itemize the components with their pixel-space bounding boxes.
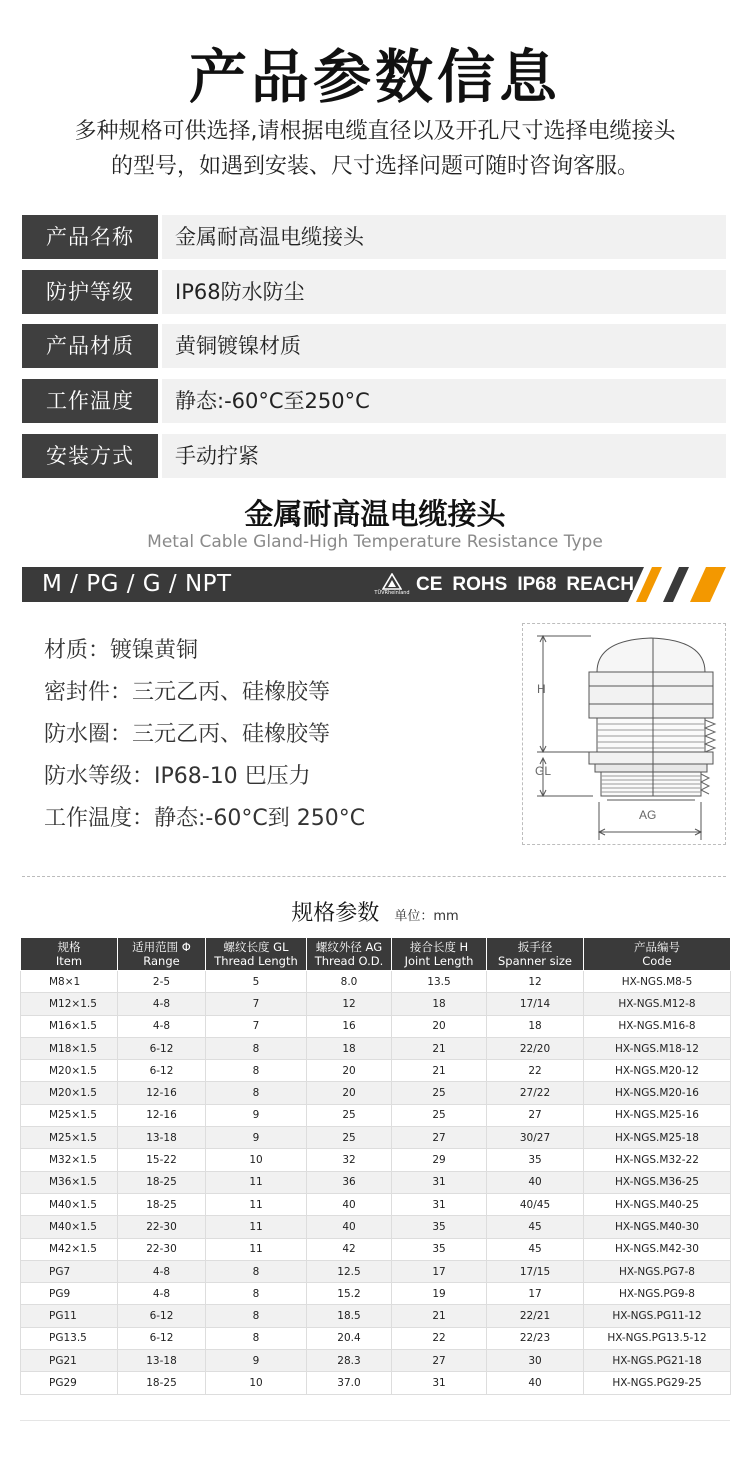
table-cell: 35 bbox=[392, 1216, 487, 1238]
table-cell: 8.0 bbox=[307, 971, 392, 993]
table-cell: 29 bbox=[392, 1149, 487, 1171]
table-cell: PG21 bbox=[21, 1350, 118, 1372]
table-cell: 22-30 bbox=[118, 1238, 206, 1260]
accent-stripe bbox=[690, 567, 726, 602]
table-cell: 18.5 bbox=[307, 1305, 392, 1327]
table-unit: 单位：mm bbox=[394, 909, 459, 924]
table-cell: HX-NGS.M12-8 bbox=[584, 993, 731, 1015]
table-cell: 20.4 bbox=[307, 1327, 392, 1349]
table-cell: 20 bbox=[392, 1015, 487, 1037]
table-cell: 13-18 bbox=[118, 1350, 206, 1372]
table-cell: HX-NGS.M8-5 bbox=[584, 971, 731, 993]
table-cell: 19 bbox=[392, 1283, 487, 1305]
column-header-en: Range bbox=[143, 954, 180, 968]
tuv-triangle-icon bbox=[382, 573, 402, 590]
page-title: 产品参数信息 bbox=[188, 43, 561, 111]
tuv-logo bbox=[374, 571, 410, 599]
table-row bbox=[21, 1193, 731, 1215]
table-cell: 45 bbox=[487, 1216, 584, 1238]
table-cell: 21 bbox=[392, 1305, 487, 1327]
table-cell: 8 bbox=[206, 1082, 307, 1104]
cert-rohs: ROHS bbox=[452, 573, 508, 595]
intro-line-1: 多种规格可供选择,请根据电缆直径以及开孔尺寸选择电缆接头 bbox=[74, 119, 676, 144]
table-row bbox=[21, 1283, 731, 1305]
table-cell: 12-16 bbox=[118, 1104, 206, 1126]
table-row bbox=[21, 1238, 731, 1260]
spec-temperature: 工作温度：静态:-60°C到 250°C bbox=[44, 806, 366, 831]
table-cell: 21 bbox=[392, 1037, 487, 1059]
table-cell: 35 bbox=[392, 1238, 487, 1260]
table-cell: 7 bbox=[206, 1015, 307, 1037]
diagram-label-gl: GL bbox=[535, 764, 552, 778]
table-cell: 31 bbox=[392, 1171, 487, 1193]
table-cell: 4-8 bbox=[118, 1283, 206, 1305]
table-cell: 8 bbox=[206, 1260, 307, 1282]
table-cell: 11 bbox=[206, 1238, 307, 1260]
table-cell: PG7 bbox=[21, 1260, 118, 1282]
property-label: 工作温度 bbox=[22, 379, 158, 423]
table-cell: 18-25 bbox=[118, 1171, 206, 1193]
table-cell: PG9 bbox=[21, 1283, 118, 1305]
table-cell: 22 bbox=[487, 1060, 584, 1082]
intro-line-2: 的型号，如遇到安装、尺寸选择问题可随时咨询客服。 bbox=[110, 154, 639, 179]
property-label: 防护等级 bbox=[22, 270, 158, 314]
table-cell: HX-NGS.M20-12 bbox=[584, 1060, 731, 1082]
table-cell: 4-8 bbox=[118, 993, 206, 1015]
column-header-en: Joint Length bbox=[404, 954, 474, 968]
table-cell: 22-30 bbox=[118, 1216, 206, 1238]
certifications bbox=[374, 567, 644, 602]
property-row-temperature bbox=[22, 379, 726, 423]
table-cell: 9 bbox=[206, 1127, 307, 1149]
column-header bbox=[118, 938, 206, 971]
table-cell: M40×1.5 bbox=[21, 1216, 118, 1238]
table-cell: 8 bbox=[206, 1060, 307, 1082]
table-cell: 8 bbox=[206, 1327, 307, 1349]
column-header bbox=[206, 938, 307, 971]
table-row bbox=[21, 1305, 731, 1327]
column-header bbox=[21, 938, 118, 971]
table-cell: HX-NGS.M42-30 bbox=[584, 1238, 731, 1260]
table-cell: 30/27 bbox=[487, 1127, 584, 1149]
table-row bbox=[21, 971, 731, 993]
section-divider bbox=[22, 876, 726, 877]
table-cell: 36 bbox=[307, 1171, 392, 1193]
table-cell: M18×1.5 bbox=[21, 1037, 118, 1059]
product-title-en: Metal Cable Gland-High Temperature Resistance Type bbox=[147, 532, 603, 552]
table-cell: 6-12 bbox=[118, 1327, 206, 1349]
table-cell: HX-NGS.M25-16 bbox=[584, 1104, 731, 1126]
table-cell: 28.3 bbox=[307, 1350, 392, 1372]
table-cell: PG29 bbox=[21, 1372, 118, 1394]
cert-ip68: IP68 bbox=[517, 573, 557, 595]
table-cell: 18-25 bbox=[118, 1193, 206, 1215]
table-cell: 12 bbox=[307, 993, 392, 1015]
property-value: 金属耐高温电缆接头 bbox=[162, 215, 726, 259]
spec-waterproof-ring: 防水圈：三元乙丙、硅橡胶等 bbox=[44, 722, 331, 747]
table-cell: HX-NGS.M40-30 bbox=[584, 1216, 731, 1238]
table-cell: 37.0 bbox=[307, 1372, 392, 1394]
table-cell: 17/15 bbox=[487, 1260, 584, 1282]
table-cell: 13-18 bbox=[118, 1127, 206, 1149]
property-row-protection bbox=[22, 270, 726, 314]
table-cell: HX-NGS.PG21-18 bbox=[584, 1350, 731, 1372]
table-row bbox=[21, 1350, 731, 1372]
dark-stripe bbox=[663, 567, 689, 602]
column-header-en: Item bbox=[55, 954, 83, 968]
table-row bbox=[21, 1037, 731, 1059]
table-row bbox=[21, 1127, 731, 1149]
property-row-material bbox=[22, 324, 726, 368]
property-label: 产品名称 bbox=[22, 215, 158, 259]
column-header-cn: 螺纹长度 GL bbox=[223, 940, 289, 954]
table-cell: 11 bbox=[206, 1216, 307, 1238]
table-cell: 4-8 bbox=[118, 1015, 206, 1037]
table-cell: 10 bbox=[206, 1372, 307, 1394]
table-cell: 25 bbox=[392, 1082, 487, 1104]
table-row bbox=[21, 993, 731, 1015]
table-cell: 18-25 bbox=[118, 1372, 206, 1394]
table-cell: M16×1.5 bbox=[21, 1015, 118, 1037]
table-cell: M8×1 bbox=[21, 971, 118, 993]
table-cell: 27 bbox=[392, 1350, 487, 1372]
column-header bbox=[392, 938, 487, 971]
column-header-cn: 规格 bbox=[57, 940, 81, 954]
table-cell: 21 bbox=[392, 1060, 487, 1082]
table-cell: M40×1.5 bbox=[21, 1193, 118, 1215]
column-header bbox=[307, 938, 392, 971]
cert-reach: REACH bbox=[566, 573, 634, 595]
table-cell: M12×1.5 bbox=[21, 993, 118, 1015]
table-cell: M32×1.5 bbox=[21, 1149, 118, 1171]
table-cell: 18 bbox=[392, 993, 487, 1015]
spec-table-body bbox=[21, 971, 731, 1395]
table-row bbox=[21, 1216, 731, 1238]
property-row-installation bbox=[22, 434, 726, 478]
table-cell: 40 bbox=[487, 1372, 584, 1394]
table-cell: HX-NGS.M32-22 bbox=[584, 1149, 731, 1171]
property-row-name bbox=[22, 215, 726, 259]
table-cell: M42×1.5 bbox=[21, 1238, 118, 1260]
property-label: 安装方式 bbox=[22, 434, 158, 478]
bottom-divider bbox=[20, 1420, 730, 1421]
table-cell: 25 bbox=[307, 1104, 392, 1126]
table-cell: 8 bbox=[206, 1283, 307, 1305]
table-cell: 12 bbox=[487, 971, 584, 993]
table-cell: 22/21 bbox=[487, 1305, 584, 1327]
spec-material: 材质：镀镍黄铜 bbox=[44, 638, 199, 663]
table-cell: 2-5 bbox=[118, 971, 206, 993]
table-row bbox=[21, 1104, 731, 1126]
thread-types: M / PG / G / NPT bbox=[42, 571, 232, 597]
table-cell: 15-22 bbox=[118, 1149, 206, 1171]
table-cell: 40 bbox=[307, 1193, 392, 1215]
table-cell: 6-12 bbox=[118, 1305, 206, 1327]
table-cell: M20×1.5 bbox=[21, 1060, 118, 1082]
column-header-cn: 扳手径 bbox=[517, 940, 553, 954]
table-cell: 13.5 bbox=[392, 971, 487, 993]
column-header-cn: 产品编号 bbox=[634, 940, 680, 954]
table-cell: 5 bbox=[206, 971, 307, 993]
table-row bbox=[21, 1171, 731, 1193]
table-row bbox=[21, 1327, 731, 1349]
table-cell: 8 bbox=[206, 1305, 307, 1327]
gland-drawing bbox=[522, 623, 726, 845]
column-header-en: Spanner size bbox=[498, 954, 572, 968]
intro-text bbox=[0, 114, 750, 184]
material-specs bbox=[44, 630, 464, 840]
column-header bbox=[584, 938, 731, 971]
table-cell: 17 bbox=[487, 1283, 584, 1305]
table-cell: HX-NGS.M20-16 bbox=[584, 1082, 731, 1104]
column-header-en: Thread Length bbox=[214, 954, 298, 968]
product-title-cn: 金属耐高温电缆接头 bbox=[244, 497, 506, 531]
tuv-text: TÜVRheinland bbox=[374, 590, 410, 596]
table-cell: 40/45 bbox=[487, 1193, 584, 1215]
table-cell: HX-NGS.PG29-25 bbox=[584, 1372, 731, 1394]
table-cell: HX-NGS.PG9-8 bbox=[584, 1283, 731, 1305]
table-cell: M25×1.5 bbox=[21, 1104, 118, 1126]
table-row bbox=[21, 1372, 731, 1394]
table-cell: 9 bbox=[206, 1104, 307, 1126]
table-cell: 25 bbox=[392, 1104, 487, 1126]
table-cell: 32 bbox=[307, 1149, 392, 1171]
table-row bbox=[21, 1260, 731, 1282]
table-cell: HX-NGS.PG7-8 bbox=[584, 1260, 731, 1282]
table-cell: 6-12 bbox=[118, 1037, 206, 1059]
property-label: 产品材质 bbox=[22, 324, 158, 368]
table-row bbox=[21, 1082, 731, 1104]
table-cell: HX-NGS.M18-12 bbox=[584, 1037, 731, 1059]
table-cell: PG11 bbox=[21, 1305, 118, 1327]
table-cell: 6-12 bbox=[118, 1060, 206, 1082]
table-cell: HX-NGS.M36-25 bbox=[584, 1171, 731, 1193]
table-cell: 17 bbox=[392, 1260, 487, 1282]
table-cell: 12-16 bbox=[118, 1082, 206, 1104]
table-cell: 20 bbox=[307, 1082, 392, 1104]
table-cell: 11 bbox=[206, 1193, 307, 1215]
table-cell: 18 bbox=[487, 1015, 584, 1037]
property-value: 黄铜镀镍材质 bbox=[162, 324, 726, 368]
table-cell: 22 bbox=[392, 1327, 487, 1349]
table-cell: HX-NGS.M40-25 bbox=[584, 1193, 731, 1215]
table-cell: 22/20 bbox=[487, 1037, 584, 1059]
table-cell: HX-NGS.M16-8 bbox=[584, 1015, 731, 1037]
table-cell: 7 bbox=[206, 993, 307, 1015]
table-cell: HX-NGS.PG11-12 bbox=[584, 1305, 731, 1327]
table-cell: 31 bbox=[392, 1372, 487, 1394]
table-cell: 35 bbox=[487, 1149, 584, 1171]
table-cell: 8 bbox=[206, 1037, 307, 1059]
table-cell: 11 bbox=[206, 1171, 307, 1193]
column-header-en: Code bbox=[642, 954, 672, 968]
property-value: IP68防水防尘 bbox=[162, 270, 726, 314]
thread-cert-band bbox=[22, 567, 726, 602]
table-cell: 25 bbox=[307, 1127, 392, 1149]
table-cell: 15.2 bbox=[307, 1283, 392, 1305]
diagram-label-h: H bbox=[537, 682, 546, 696]
table-cell: 12.5 bbox=[307, 1260, 392, 1282]
table-cell: 17/14 bbox=[487, 993, 584, 1015]
table-cell: 16 bbox=[307, 1015, 392, 1037]
table-cell: HX-NGS.M25-18 bbox=[584, 1127, 731, 1149]
table-cell: 10 bbox=[206, 1149, 307, 1171]
table-cell: PG13.5 bbox=[21, 1327, 118, 1349]
gland-drawing-icon bbox=[523, 624, 725, 844]
table-cell: HX-NGS.PG13.5-12 bbox=[584, 1327, 731, 1349]
table-cell: 27/22 bbox=[487, 1082, 584, 1104]
column-header-cn: 适用范围 Φ bbox=[132, 940, 191, 954]
table-cell: 40 bbox=[307, 1216, 392, 1238]
column-header-en: Thread O.D. bbox=[314, 954, 384, 968]
property-value: 手动拧紧 bbox=[162, 434, 726, 478]
spec-table-header bbox=[21, 938, 731, 971]
diagram-label-ag: AG bbox=[639, 808, 657, 822]
table-cell: 20 bbox=[307, 1060, 392, 1082]
spec-seal: 密封件：三元乙丙、硅橡胶等 bbox=[44, 680, 331, 705]
table-cell: 45 bbox=[487, 1238, 584, 1260]
column-header bbox=[487, 938, 584, 971]
accent-stripe bbox=[636, 567, 662, 602]
table-row bbox=[21, 1060, 731, 1082]
spec-table bbox=[20, 937, 731, 1395]
table-heading bbox=[0, 896, 750, 927]
table-row bbox=[21, 1149, 731, 1171]
spec-waterproof-grade: 防水等级：IP68-10 巴压力 bbox=[44, 764, 311, 789]
column-header-cn: 螺纹外径 AG bbox=[315, 940, 383, 954]
table-cell: 42 bbox=[307, 1238, 392, 1260]
table-cell: 30 bbox=[487, 1350, 584, 1372]
table-cell: 27 bbox=[487, 1104, 584, 1126]
cert-ce: CE bbox=[416, 573, 443, 595]
table-cell: 4-8 bbox=[118, 1260, 206, 1282]
table-cell: M20×1.5 bbox=[21, 1082, 118, 1104]
table-cell: 9 bbox=[206, 1350, 307, 1372]
table-cell: M25×1.5 bbox=[21, 1127, 118, 1149]
column-header-cn: 接合长度 H bbox=[409, 940, 469, 954]
table-cell: 31 bbox=[392, 1193, 487, 1215]
table-title: 规格参数 bbox=[291, 901, 380, 926]
table-cell: 27 bbox=[392, 1127, 487, 1149]
table-row bbox=[21, 1015, 731, 1037]
table-cell: 22/23 bbox=[487, 1327, 584, 1349]
table-cell: 40 bbox=[487, 1171, 584, 1193]
property-value: 静态:-60°C至250°C bbox=[162, 379, 726, 423]
table-cell: 18 bbox=[307, 1037, 392, 1059]
table-cell: M36×1.5 bbox=[21, 1171, 118, 1193]
